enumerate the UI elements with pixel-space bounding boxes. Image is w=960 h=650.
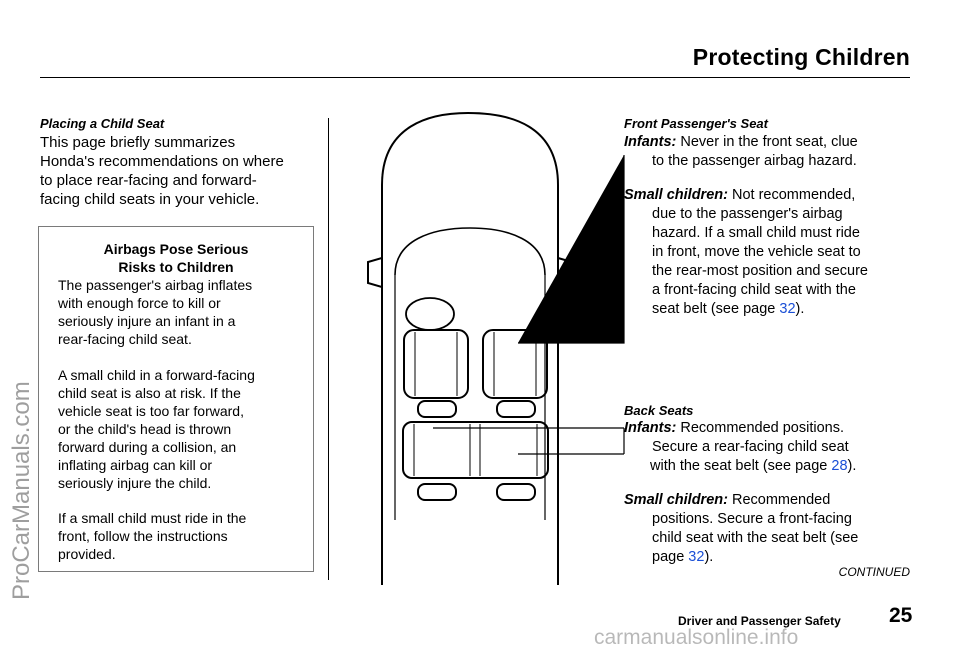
rear-right-headrest [497, 484, 535, 500]
front-small-line: hazard. If a small child must ride [652, 225, 860, 241]
warning-line: A small child in a forward-facing [58, 367, 255, 383]
back-infants-text [624, 419, 924, 476]
front-infants-text [624, 133, 924, 171]
back-small-line: child seat with the seat belt (see [652, 530, 859, 546]
warning-line: or the child's head is thrown [58, 421, 232, 437]
back-infants-line: with the seat belt (see page [650, 458, 832, 474]
warning-line: child seat is also at risk. If the [58, 385, 241, 401]
back-small-line: Recommended [727, 492, 831, 508]
front-small-line: Not recommended, [727, 187, 856, 203]
rear-bench-seat [403, 422, 548, 478]
page-link-32[interactable]: 32 [688, 549, 705, 565]
car-mirror-left [368, 258, 382, 287]
warning-line: forward during a collision, an [58, 439, 237, 455]
rear-left-headrest [418, 484, 456, 500]
front-small-line: due to the passenger's airbag [652, 206, 843, 222]
car-windshield [395, 228, 545, 275]
front-passenger-headrest [497, 401, 535, 417]
page-link-28[interactable]: 28 [831, 458, 848, 474]
front-infants-term: Infants: [624, 134, 677, 150]
car-body-outline [382, 113, 558, 585]
warning-line: seriously injure the child. [58, 475, 212, 491]
warning-line: seriously injure an infant in a [58, 313, 236, 329]
front-infants-line: Never in the front seat, clue [676, 134, 858, 150]
page-link-32[interactable]: 32 [779, 301, 796, 317]
page-number: 25 [889, 604, 913, 627]
front-infants-line: to the passenger airbag hazard. [652, 153, 857, 169]
intro-line: Honda's recommendations on where [40, 153, 284, 170]
warning-line: front, follow the instructions [58, 528, 228, 544]
back-small-line: ). [704, 549, 714, 565]
back-seats-heading: Back Seats [624, 403, 694, 418]
back-small-line: page [652, 549, 689, 565]
warning-title-line: Airbags Pose Serious [103, 241, 249, 257]
page-title: Protecting Children [692, 44, 910, 70]
front-small-line: seat belt (see page [652, 301, 780, 317]
warning-line: inflating airbag can kill or [58, 457, 213, 473]
footer-section-title: Driver and Passenger Safety [678, 614, 841, 628]
front-seat-callout-line [518, 155, 624, 343]
back-small-line: positions. Secure a front-facing [652, 511, 852, 527]
warning-line: rear-facing child seat. [58, 331, 192, 347]
front-small-line: ). [795, 301, 805, 317]
intro-line: This page briefly summarizes [40, 134, 236, 151]
continued-label: CONTINUED [838, 565, 910, 579]
back-infants-term: Infants: [624, 420, 677, 436]
back-small-children-text [624, 491, 924, 567]
driver-seat [404, 330, 468, 398]
intro-heading: Placing a Child Seat [40, 116, 165, 131]
intro-line: facing child seats in your vehicle. [40, 191, 260, 208]
warning-line: provided. [58, 546, 116, 562]
back-infants-line: ). [847, 458, 857, 474]
front-small-line: the rear-most position and secure [652, 263, 868, 279]
front-small-line: a front-facing child seat with the [652, 282, 856, 298]
driver-headrest [418, 401, 456, 417]
warning-line: If a small child must ride in the [58, 510, 247, 526]
front-small-line: in front, move the vehicle seat to [652, 244, 861, 260]
back-infants-line: Recommended positions. [676, 420, 845, 436]
warning-title-line: Risks to Children [118, 259, 234, 275]
side-watermark: ProCarManuals.com [8, 381, 35, 600]
steering-wheel-icon [406, 298, 454, 330]
back-infants-line: Secure a rear-facing child seat [652, 439, 849, 455]
warning-line: The passenger's airbag inflates [58, 277, 253, 293]
intro-line: to place rear-facing and forward- [40, 172, 257, 189]
back-small-children-term: Small children: [624, 492, 728, 508]
front-small-children-term: Small children: [624, 187, 728, 203]
front-seat-heading: Front Passenger's Seat [624, 116, 768, 131]
front-small-children-text [624, 186, 924, 319]
warning-line: with enough force to kill or [58, 295, 221, 311]
warning-line: vehicle seat is too far forward, [58, 403, 244, 419]
bottom-watermark: carmanualsonline.info [594, 626, 799, 649]
